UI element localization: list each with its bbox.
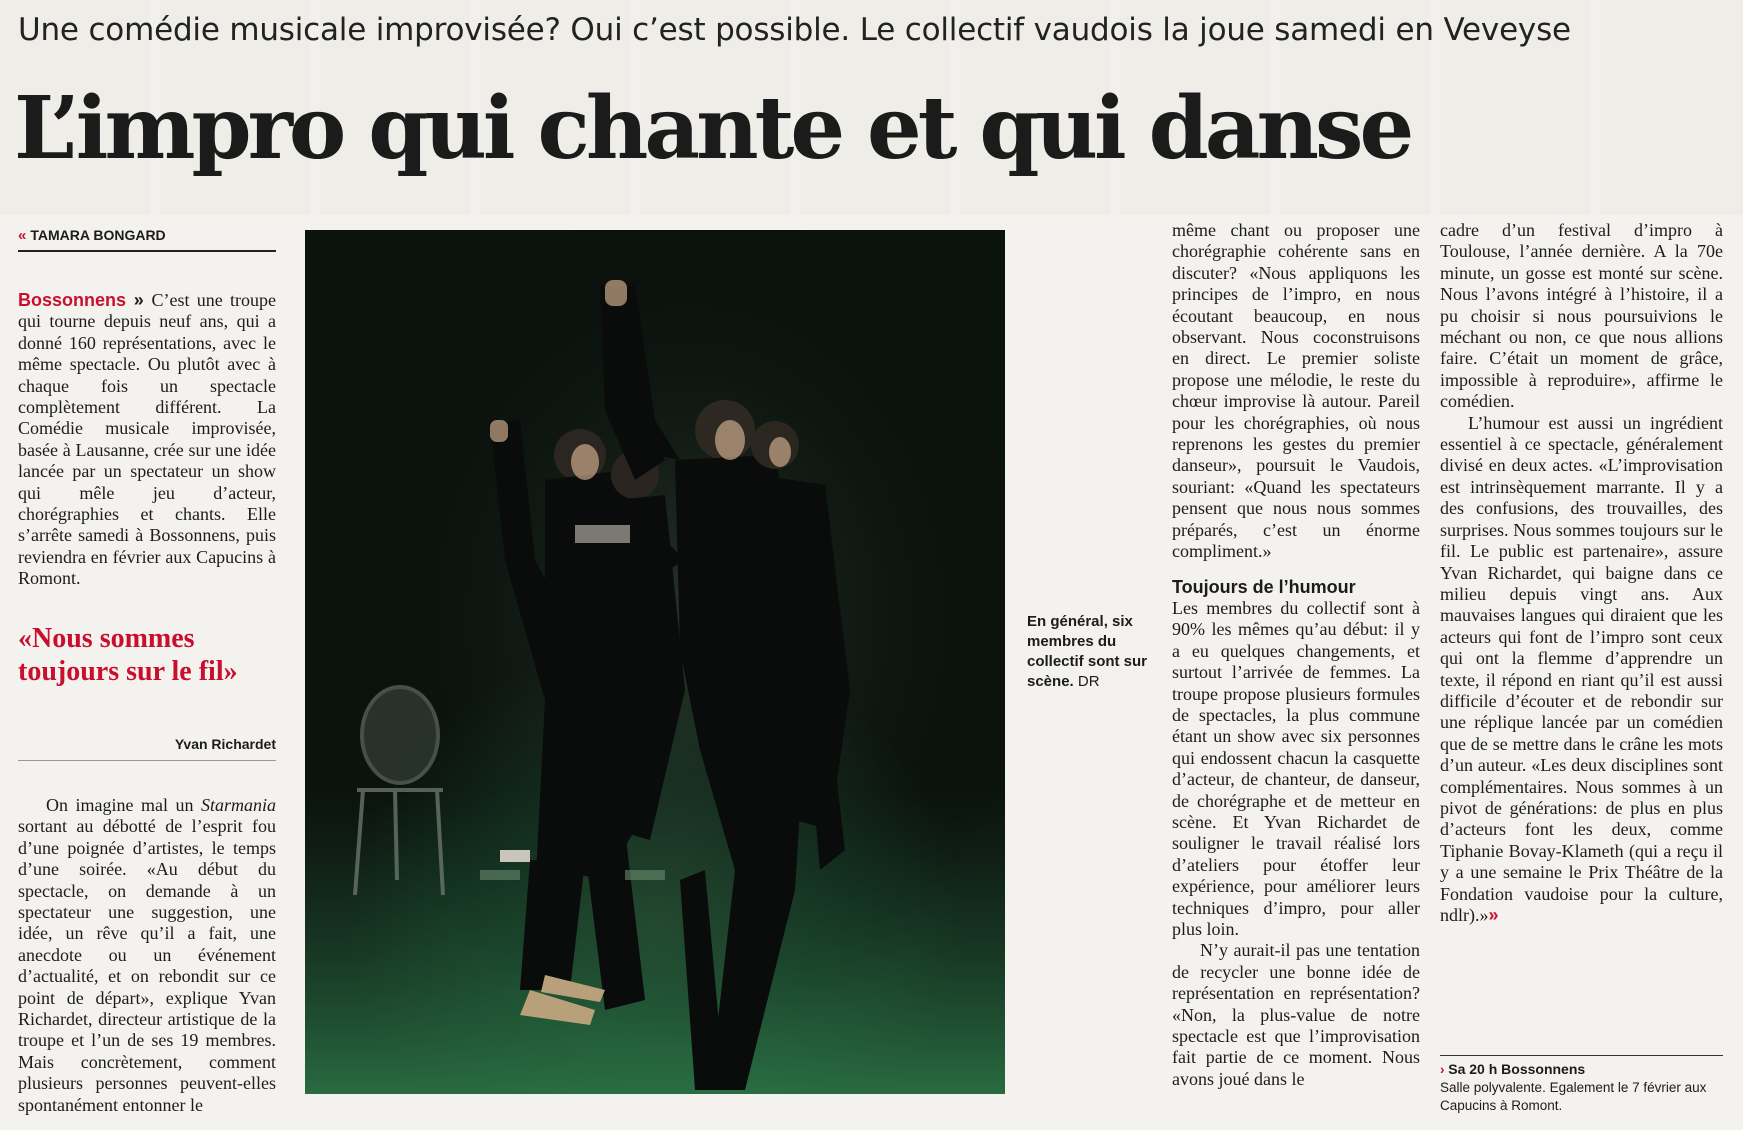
caption-credit: DR xyxy=(1073,673,1100,690)
column-4-paragraph-1: cadre d’un festival d’impro à Toulouse, l’année dernière. A la 70e minute, un gosse est monté sur scène. Nous l’avons intégré à l’histoire, il a pu choisir si nous poursuivions le méchant ou non, ce que nous allions faire. C’était un moment de grâce, impossible à reproduire», affirme le comédien. xyxy=(1440,220,1723,412)
body-text-a: On imagine mal un xyxy=(46,795,201,815)
article-kicker: Une comédie musicale improvisée? Oui c’est possible. Le collectif vaudois la joue samedi en Veveyse xyxy=(18,12,1571,48)
pull-quote: «Nous sommes toujours sur le fil» xyxy=(18,623,238,687)
stage-photo xyxy=(305,230,1005,1094)
column-4-paragraph-2: L’humour est aussi un ingrédient essentiel à ce spectacle, généralement divisé en deux actes. «L’improvisation est intrinsèquement marrante. Il y a des confusions, des trouvailles, des surprises. Nous sommes toujours sur le fil. Le public est partenaire», assure Yvan Richardet, qui baigne dans ce milieu depuis vingt ans. Aux mauvaises langues qui diraient que les acteurs qui font de l’impro sont ceux qui ont la flemme d’apprendre un texte, il répond en riant qu’il est aussi difficile d’écouter et de rebondir sur une réplique lancée par un comédien que de se mettre dans le crâne les mots d’un auteur. «Les deux disciplines sont complémentaires. Nous sommes à un pivot de générations: de plus en plus d’acteurs font les deux, comme Tiphanie Bovay-Klameth (qui a reçu il y a une semaine le Prix Théâtre de la Fondation vaudoise pour la culture, ndlr).» xyxy=(1440,412,1723,925)
performers-illustration xyxy=(305,230,1005,1094)
caption-text: En général, six membres du collectif sont sur scène. xyxy=(1027,613,1148,690)
intro-text: C’est une troupe qui tourne depuis neuf ans, qui a donné 160 représentations, avec le même spectacle. Ou plutôt avec à chaque fois un spectacle complètement différent. La Comédie musicale improvisée, basée à Lausanne, crée sur une idée lancée par un spectateur un show qui mêle jeu d’acteur, chorégraphies et chants. Elle s’arrête samedi à Bossonnens, puis reviendra en février aux Capucins à Romont. xyxy=(18,290,277,589)
column-3-paragraph-3: N’y aurait-il pas une tentation de recycler une bonne idée de représentation en représentation? «Non, la plus-value de notre spectacle est que l’improvisation fait partie de ce moment. Nous avons joué dans le xyxy=(1172,940,1420,1089)
event-info-box xyxy=(1440,1060,1723,1115)
event-when: Sa 20 h Bossonnens xyxy=(1448,1061,1586,1077)
event-where: Salle polyvalente. Egalement le 7 février aux Capucins à Romont. xyxy=(1440,1080,1707,1113)
column-3 xyxy=(1172,220,1420,1090)
info-divider xyxy=(1440,1055,1723,1056)
body-text-title: Starmania xyxy=(200,795,276,815)
dateline-location: Bossonnens xyxy=(18,290,127,310)
column-1-intro xyxy=(18,290,276,590)
column-3-paragraph-2: Les membres du collectif sont à 90% les mêmes qu’au début: il y a eu quelques changements, et surtout l’arrivée de femmes. La troupe propose plusieurs formules de spectacles, la plus commune étant un show avec six personnes qui endossent chacun la casquette d’acteur, de chanteur, de danseur, de chorégraphe et de metteur en scène. Et Yvan Richardet de souligner le travail réalisé lors d’ateliers pour étoffer leur expérience, pour améliorer leurs techniques d’impro, pour aller plus loin. xyxy=(1172,597,1420,939)
dateline-arrow-icon: » xyxy=(126,290,152,310)
end-mark-icon: » xyxy=(1488,905,1499,925)
byline-chevron-icon: « xyxy=(18,227,27,244)
photo-caption xyxy=(1027,612,1157,692)
column-3-paragraph-1: même chant ou proposer une chorégraphie cohérente sans en discuter? «Nous appliquons les principes de l’impro, en nous écoutant beaucoup, en nous observant. Nous coconstruisons en direct. Le premier soliste propose une mélodie, le reste du chœur improvise là autour. Pareil pour les chorégraphies, où nous reprenons les gestes du premier danseur», poursuit le Vaudois, souriant: «Quand les spectateurs pensent que nous nous sommes préparés, c’est un énorme compliment.» xyxy=(1172,220,1420,562)
byline xyxy=(18,227,276,252)
pull-quote-author: Yvan Richardet xyxy=(18,736,276,761)
column-4 xyxy=(1440,220,1723,926)
column-1-body xyxy=(18,795,276,1116)
body-text-b: sortant au débotté de l’esprit fou d’une poignée d’artistes, le temps d’une soirée. «Au début du spectacle, on demande à un spectateur une suggestion, une idée, un rêve qu’il a fait, une anecdote ou un événement d’actualité, et on rebondit sur ce point de départ», explique Yvan Richardet, directeur artistique de la troupe et l’un de ses 19 membres. Mais concrètement, comment plusieurs personnes peuvent-elles spontanément entonner le xyxy=(18,816,276,1115)
article-headline: L’impro qui chante et qui danse xyxy=(14,78,1411,179)
info-arrow-icon: › xyxy=(1440,1062,1449,1077)
byline-author: TAMARA BONGARD xyxy=(30,227,166,243)
subhead: Toujours de l’humour xyxy=(1172,576,1356,597)
